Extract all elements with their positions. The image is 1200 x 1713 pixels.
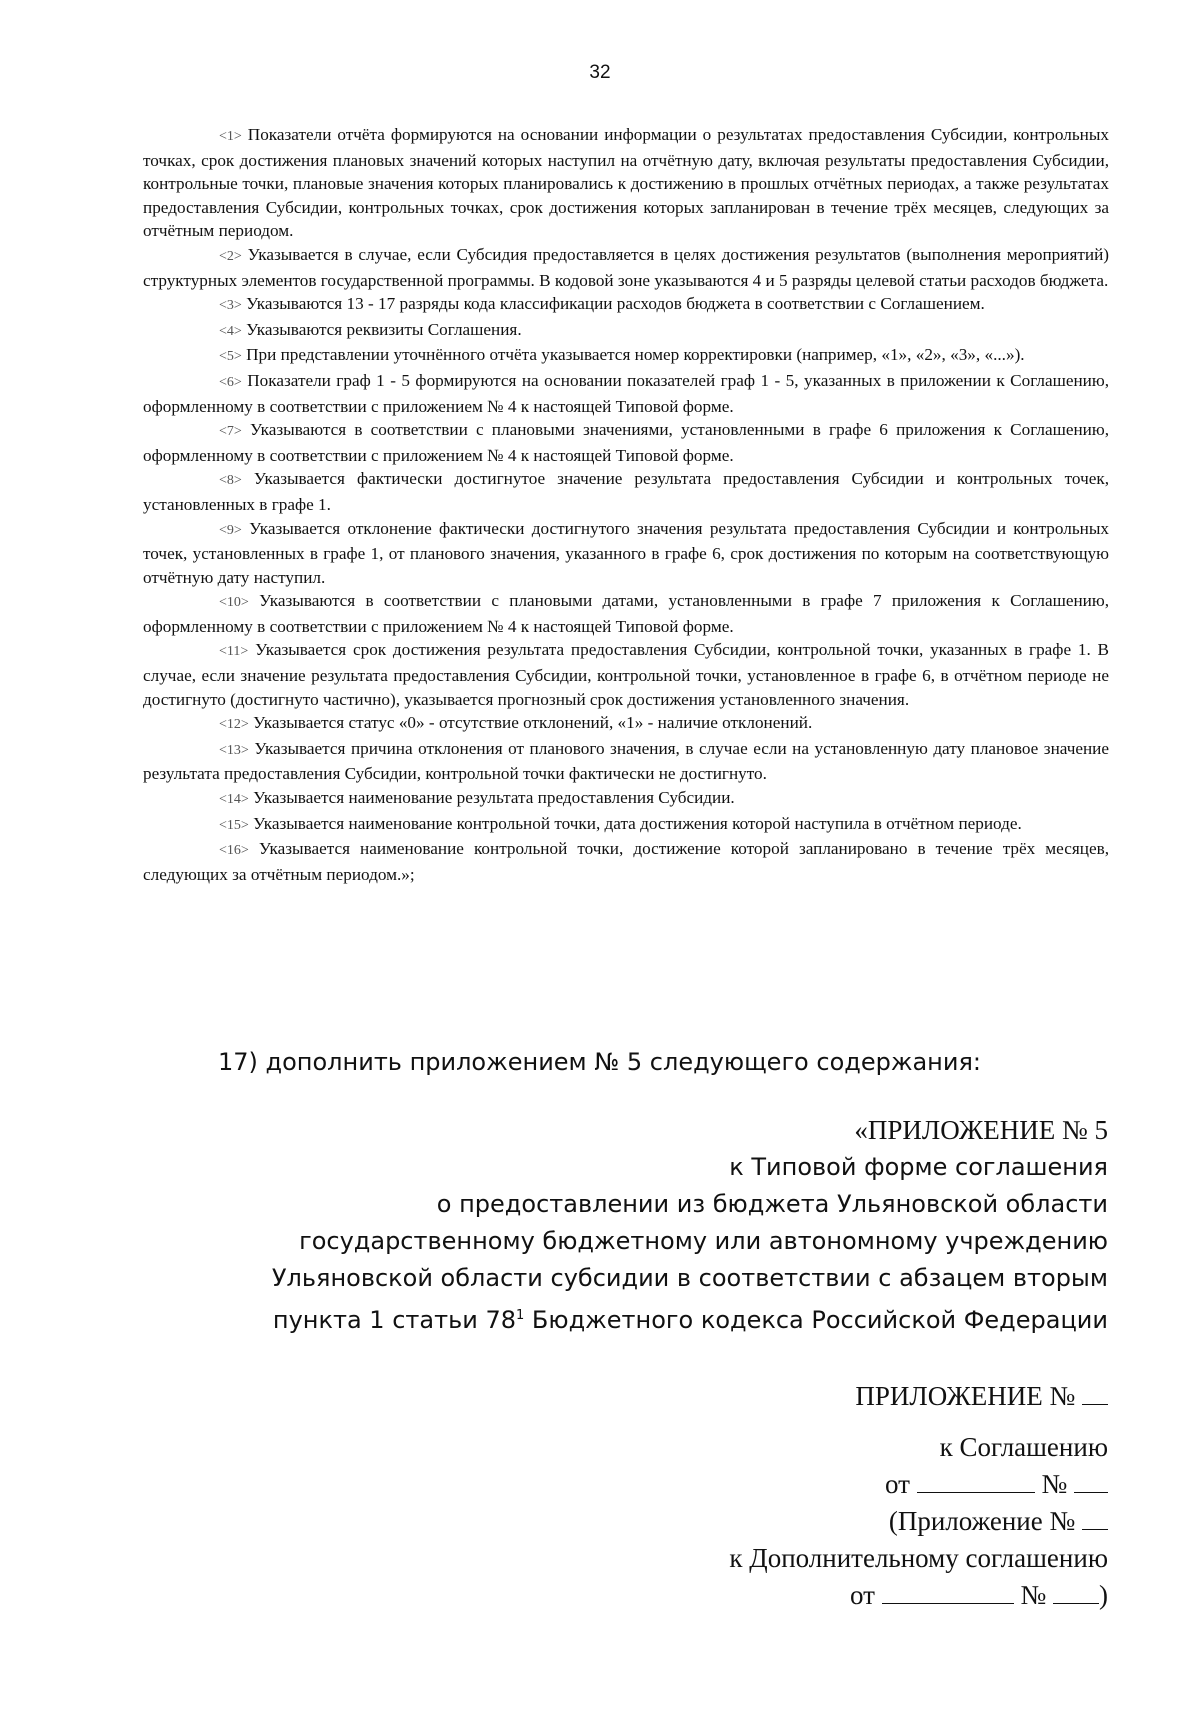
footnote (143, 812, 1109, 838)
from-label-2: от (850, 1580, 875, 1610)
footnote-mark: <8> (219, 473, 242, 489)
annex-line-1: к Типовой форме соглашения (729, 1153, 1108, 1181)
footnote-text: Показатели граф 1 - 5 формируются на основании показателей граф 1 - 5, указанных в приложении к Соглашению, оформленному в соответствии с приложением № 4 к настоящей Типовой форме. (143, 370, 1109, 416)
footnote-mark: <11> (219, 644, 249, 660)
supplement-line (408, 1503, 1108, 1540)
footnote-mark: <4> (219, 323, 242, 339)
footnote-mark: <6> (219, 374, 242, 390)
footnote-mark: <12> (219, 717, 249, 733)
annex-line-5 (108, 1297, 1108, 1339)
footnote-text: Указывается в случае, если Субсидия предоставляется в целях достижения результатов (выполнения мероприятий) структурных элементов государственной программы. В кодовой зоне указываются 4 и 5 разряды целевой статьи расходов бюджета. (143, 244, 1109, 290)
footnote (143, 123, 1109, 243)
footnote-mark: <10> (219, 595, 249, 611)
footnote-text: Указываются в соответствии с плановыми датами, установленными в графе 7 приложения к Соглашению, оформленному в соответствии с приложением № 4 к настоящей Типовой форме. (143, 591, 1110, 636)
footnote (143, 638, 1109, 711)
page-number: 32 (589, 62, 611, 83)
number-label: № (1041, 1469, 1068, 1499)
footnote-text: При представлении уточнённого отчёта указывается номер корректировки (например, «1», «2», «3», «...»). (246, 345, 1025, 365)
footnote (143, 292, 1109, 318)
number-blank-2 (1053, 1581, 1099, 1604)
footnote-mark: <7> (219, 424, 242, 440)
footnote-text: Указывается статус «0» - отсутствие отклонений, «1» - наличие отклонений. (253, 713, 813, 733)
appendix-number-blank (1082, 1382, 1108, 1405)
footnote-text: Указываются в соответствии с плановыми значениями, установленными в графе 6 приложения к Соглашению, оформленному в соответствии с приложением № 4 к настоящей Типовой форме. (143, 420, 1109, 465)
footnote-text: Указываются реквизиты Соглашения. (246, 319, 522, 339)
to-additional-agreement-line: к Дополнительному соглашению (729, 1543, 1108, 1573)
footnote-text: Указывается наименование результата предоставления Субсидии. (253, 788, 735, 808)
footnote-mark: <15> (219, 817, 249, 833)
appendix-title: ПРИЛОЖЕНИЕ № (855, 1381, 1076, 1411)
closing-paren: ) (1099, 1580, 1108, 1610)
amendment-item-17: 17) дополнить приложением № 5 следующего содержания: (218, 1048, 981, 1076)
footnote-text: Показатели отчёта формируются на основании информации о результатах предоставления Субсидии, контрольных точках, срок достижения плановых значений которых наступил на отчётную дату, включая результаты предоставления Субсидии, контрольные точки, плановые значения которых планировались к достижению в прошлых отчётных периодах, а также результатах предоставления Субсидии, контрольных точках, срок достижения которых запланирован в течение трёх месяцев, следующих за отчётным периодом. (143, 125, 1109, 241)
footnote-mark: <9> (219, 522, 242, 538)
footnote-mark: <16> (219, 843, 249, 859)
footnote (143, 369, 1109, 418)
annex-line-5-post: Бюджетного кодекса Российской Федерации (524, 1306, 1108, 1334)
from-label: от (885, 1469, 910, 1499)
footnote (143, 418, 1109, 467)
date-blank (917, 1470, 1035, 1493)
date-blank-2 (882, 1581, 1014, 1604)
footnote-text: Указывается фактически достигнутое значение результата предоставления Субсидии и контрольных точек, установленных в графе 1. (143, 469, 1109, 514)
footnote-mark: <1> (219, 129, 242, 144)
footnote-mark: <14> (219, 792, 249, 808)
to-agreement-line: к Соглашению (939, 1432, 1108, 1462)
footnote-mark: <5> (219, 349, 242, 365)
annex-line-5-superscript: 1 (515, 1308, 525, 1323)
footnote-text: Указывается наименование контрольной точки, достижение которой запланировано в течение трёх месяцев, следующих за отчётным периодом.»; (143, 839, 1110, 884)
annex-line-4: Ульяновской области субсидии в соответствии с абзацем вторым (271, 1264, 1108, 1292)
footnote (143, 318, 1109, 344)
annex-line-2: о предоставлении из бюджета Ульяновской области (436, 1190, 1108, 1218)
footnote (143, 589, 1109, 638)
footnote-text: Указывается отклонение фактически достигнутого значения результата предоставления Субсидии и контрольных точек, установленных в графе 1, от планового значения, указанного в графе 6, срок достижения по которым на соответствующую отчётную дату наступил. (143, 518, 1110, 587)
footnote-text: Указываются 13 - 17 разряды кода классификации расходов бюджета в соответствии с Соглашением. (246, 294, 985, 314)
agreement-appendix-header (408, 1378, 1108, 1614)
number-blank (1074, 1470, 1108, 1493)
additional-agreement-date-line (408, 1577, 1108, 1614)
footnote (143, 243, 1109, 292)
supplement-label: (Приложение № (888, 1506, 1076, 1536)
footnote (143, 517, 1109, 590)
annex-title: «ПРИЛОЖЕНИЕ № 5 (854, 1115, 1108, 1145)
footnote-mark: <13> (219, 742, 249, 758)
agreement-date-line (408, 1466, 1108, 1503)
footnotes (143, 123, 1109, 886)
footnote (143, 467, 1109, 516)
footnote-text: Указывается наименование контрольной точки, дата достижения которой наступила в отчётном периоде. (253, 813, 1022, 833)
annex-line-5-pre: пункта 1 статьи 78 (272, 1306, 516, 1334)
footnote (143, 343, 1109, 369)
footnote-text: Указывается причина отклонения от планового значения, в случае если на установленную дату плановое значение результата предоставления Субсидии, контрольной точки фактически не достигнуто. (143, 738, 1109, 784)
appendix-number-line (408, 1378, 1108, 1415)
annex-header (108, 1112, 1108, 1339)
annex-line-3: государственному бюджетному или автономному учреждению (299, 1227, 1108, 1255)
footnote-mark: <2> (219, 248, 242, 264)
footnote (143, 837, 1109, 886)
footnote-mark: <3> (219, 298, 242, 314)
footnote (143, 737, 1109, 786)
footnote (143, 711, 1109, 737)
supplement-number-blank (1082, 1507, 1108, 1530)
footnote-text: Указывается срок достижения результата предоставления Субсидии, контрольной точки, указанных в графе 1. В случае, если значение результата предоставления Субсидии, контрольной точки, установленное в графе 6, в отчётном периоде не достигнуто (достигнуто частично), указывается прогнозный срок достижения установленного значения. (143, 640, 1110, 709)
number-label-2: № (1020, 1580, 1047, 1610)
footnote (143, 786, 1109, 812)
